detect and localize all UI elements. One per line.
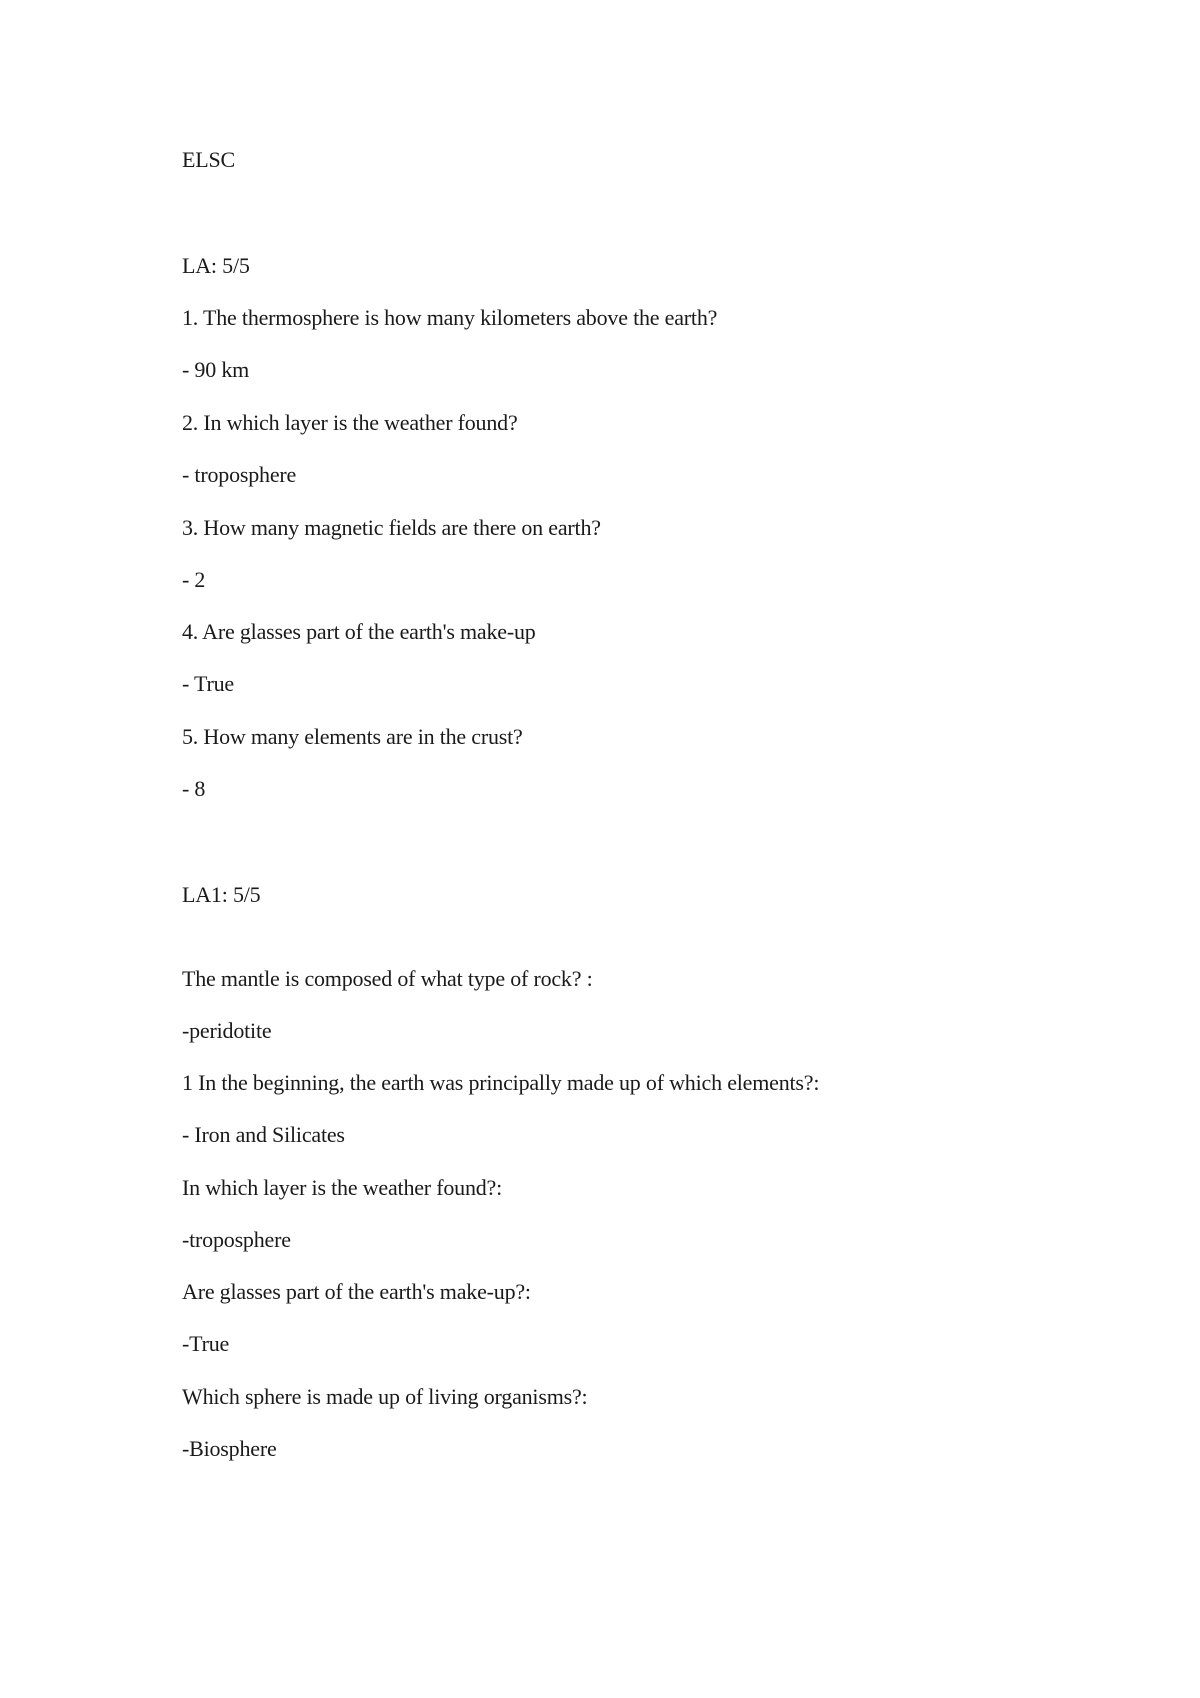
section2-question-3: In which layer is the weather found?: — [182, 1175, 503, 1200]
section2-answer-4: -True — [182, 1331, 230, 1356]
section1-question-2: 2. In which layer is the weather found? — [182, 410, 518, 435]
section1-question-3: 3. How many magnetic fields are there on earth? — [182, 515, 601, 540]
section2-question-4: Are glasses part of the earth's make-up?: — [182, 1279, 531, 1304]
section1-question-1: 1. The thermosphere is how many kilometers above the earth? — [182, 305, 718, 330]
section1-question-5: 5. How many elements are in the crust? — [182, 724, 523, 749]
section2-answer-2: - Iron and Silicates — [182, 1122, 345, 1147]
section2-heading: LA1: 5/5 — [182, 882, 261, 907]
section1-answer-2: - troposphere — [182, 462, 297, 487]
section2-question-5: Which sphere is made up of living organisms?: — [182, 1384, 588, 1409]
section1-answer-1: - 90 km — [182, 357, 250, 382]
section2-answer-5: -Biosphere — [182, 1436, 277, 1461]
document-title: ELSC — [182, 147, 235, 172]
section1-question-4: 4. Are glasses part of the earth's make-up — [182, 619, 536, 644]
section1-answer-4: - True — [182, 671, 234, 696]
section2-answer-3: -troposphere — [182, 1227, 291, 1252]
section2-question-1: The mantle is composed of what type of rock? : — [182, 966, 593, 991]
section2-answer-1: -peridotite — [182, 1018, 272, 1043]
section2-question-2: 1 In the beginning, the earth was principally made up of which elements?: — [182, 1070, 820, 1095]
section1-answer-3: - 2 — [182, 567, 206, 592]
section1-heading: LA: 5/5 — [182, 253, 250, 278]
section1-answer-5: - 8 — [182, 776, 206, 801]
